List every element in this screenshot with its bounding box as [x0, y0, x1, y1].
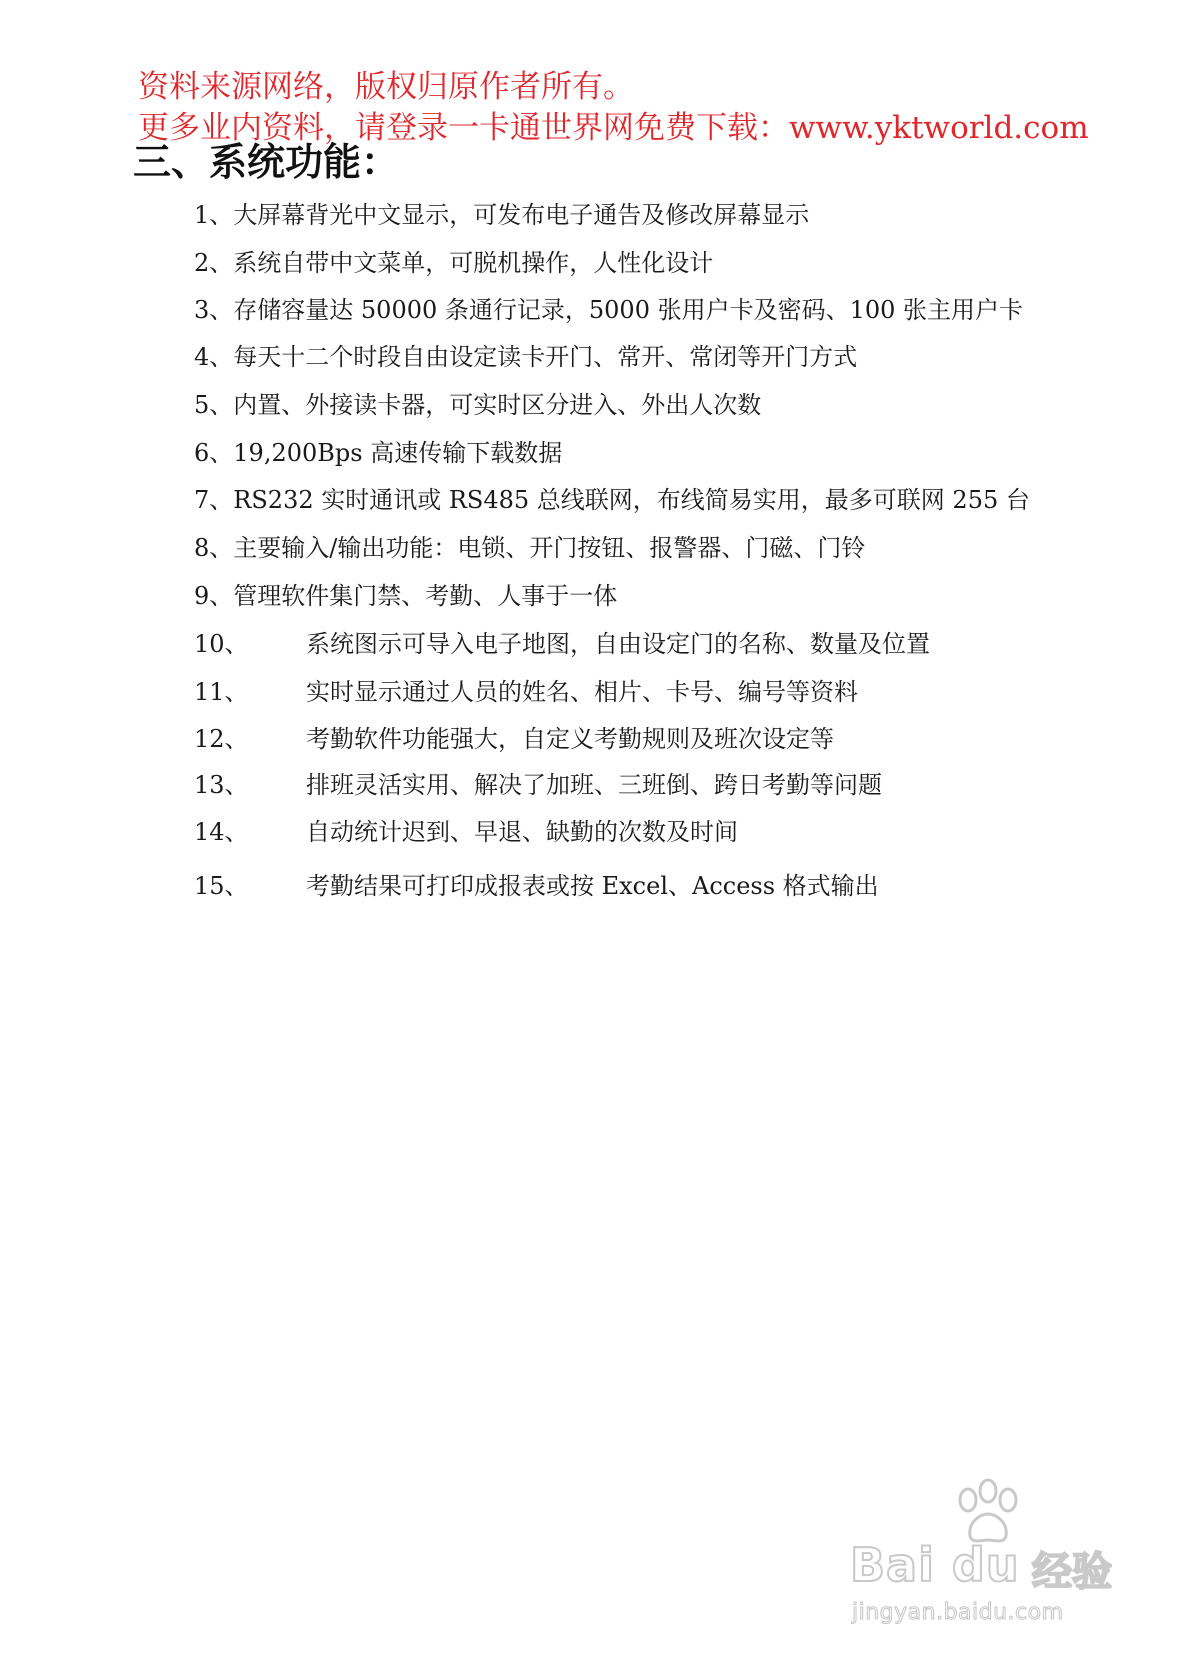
item-text: 19,200Bps 高速传输下载数据 [233, 439, 563, 467]
item-number: 7、 [194, 486, 234, 514]
list-item [194, 632, 930, 656]
list-item [194, 441, 562, 465]
item-text: 内置、外接读卡器，可实时区分进入、外出人次数 [233, 391, 762, 419]
item-number: 6、 [194, 439, 234, 467]
item-text: 主要输入/输出功能：电锁、开门按钮、报警器、门磁、门铃 [233, 534, 866, 562]
watermark-brand: Bai du [850, 1538, 1020, 1592]
item-text: 每天十二个时段自由设定读卡开门、常开、常闭等开门方式 [233, 343, 858, 371]
list-item [194, 251, 713, 275]
section-heading: 三、系统功能： [133, 139, 400, 184]
item-number: 8、 [194, 534, 234, 562]
item-number: 11、 [194, 678, 249, 706]
item-number: 12、 [194, 725, 249, 753]
item-number: 13、 [194, 771, 249, 799]
list-item [194, 345, 857, 369]
item-text: 实时显示通过人员的姓名、相片、卡号、编号等资料 [306, 678, 858, 706]
item-number: 5、 [194, 391, 234, 419]
item-text: 管理软件集门禁、考勤、人事于一体 [233, 582, 618, 610]
item-number: 4、 [194, 343, 234, 371]
list-item [194, 393, 761, 417]
list-item [194, 298, 1023, 322]
download-notice: 更多业内资料，请登录一卡通世界网免费下载：www.yktworld.com [138, 110, 1089, 146]
list-item [194, 584, 617, 608]
item-text: 排班灵活实用、解决了加班、三班倒、跨日考勤等问题 [306, 771, 882, 799]
watermark-url: jingyan.baidu.com [852, 1600, 1064, 1625]
item-text: 存储容量达 50000 条通行记录，5000 张用户卡及密码、100 张主用户卡 [233, 296, 1024, 324]
item-text: 考勤软件功能强大，自定义考勤规则及班次设定等 [306, 725, 834, 753]
watermark-brand-cn: 经验 [1032, 1549, 1112, 1595]
item-text: 系统图示可导入电子地图，自由设定门的名称、数量及位置 [306, 630, 930, 658]
item-text: 考勤结果可打印成报表或按 Excel、Access 格式输出 [306, 872, 879, 900]
list-item [194, 727, 834, 751]
list-item [194, 820, 738, 844]
item-number: 14、 [194, 818, 249, 846]
list-item [194, 773, 882, 797]
copyright-notice: 资料来源网络，版权归原作者所有。 [138, 69, 634, 105]
list-item [194, 874, 879, 898]
item-text: 自动统计迟到、早退、缺勤的次数及时间 [306, 818, 738, 846]
item-number: 3、 [194, 296, 234, 324]
list-item [194, 680, 858, 704]
item-text: 大屏幕背光中文显示，可发布电子通告及修改屏幕显示 [233, 201, 810, 229]
baidu-jingyan-watermark [850, 1478, 1130, 1628]
item-number: 2、 [194, 249, 234, 277]
item-text: 系统自带中文菜单，可脱机操作，人性化设计 [233, 249, 714, 277]
list-item [194, 203, 809, 227]
list-item [194, 536, 865, 560]
item-number: 10、 [194, 630, 249, 658]
item-number: 9、 [194, 582, 234, 610]
item-number: 1、 [194, 201, 234, 229]
item-number: 15、 [194, 872, 249, 900]
list-item [194, 488, 1030, 512]
item-text: RS232 实时通讯或 RS485 总线联网，布线简易实用，最多可联网 255 台 [233, 486, 1030, 514]
